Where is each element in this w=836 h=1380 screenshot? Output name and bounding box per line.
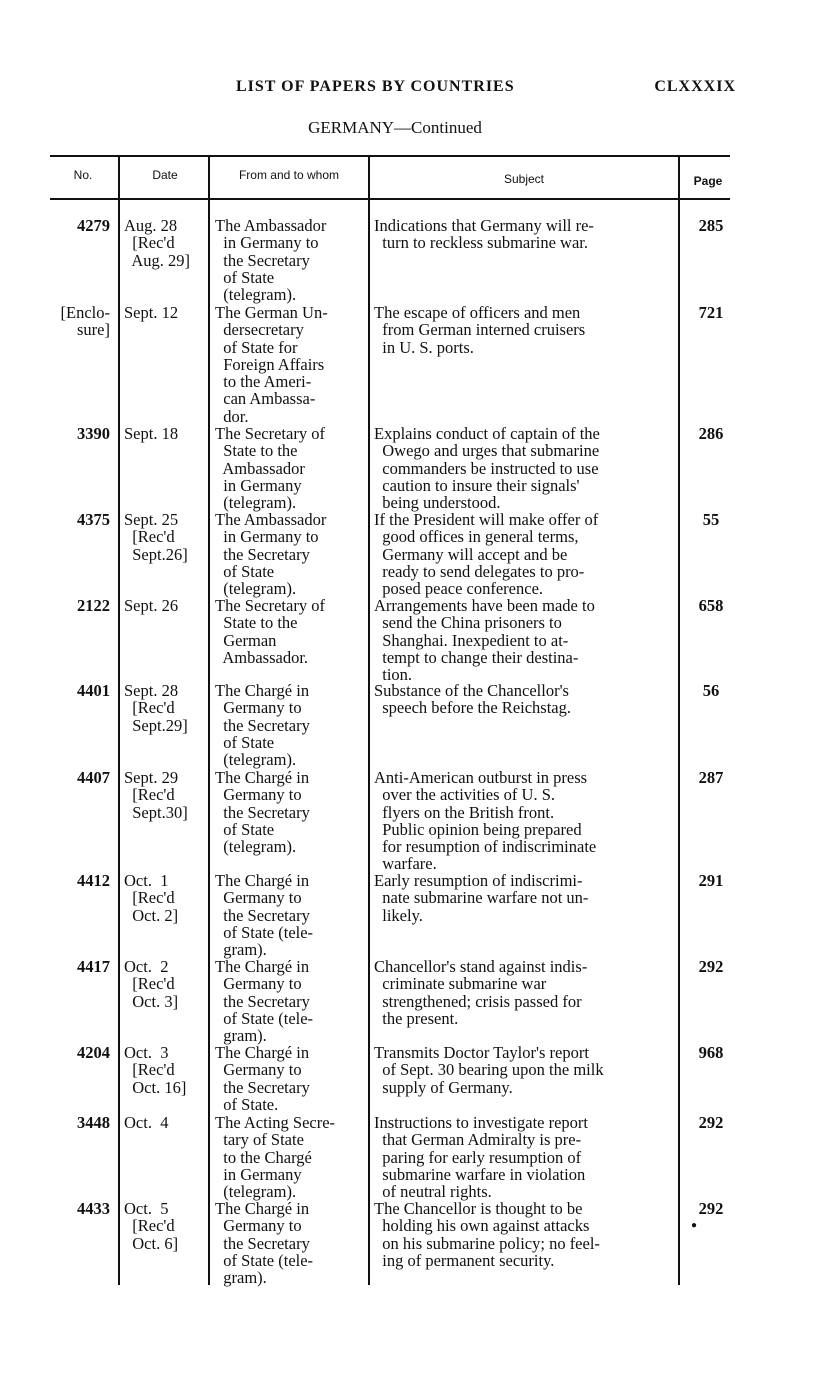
paper-subject: Explains conduct of captain of the Owego and urges that submarine commanders be instructed to use caution to insure their signals' being understood. [374,424,600,513]
paper-page: 55 [702,510,720,529]
paper-number: 4412 [77,871,110,890]
column-divider [678,157,680,1285]
paper-number: 3448 [77,1113,110,1132]
paper-page: 292 [698,1199,724,1218]
paper-from-to: The Chargé in Germany to the Secretary of State (tele- gram). [215,957,314,1046]
paper-date: Sept. 25 [Rec'd Sept.26] [124,510,188,564]
paper-from-to: The Chargé in Germany to the Secretary of State (tele- gram). [215,871,314,960]
paper-date: Aug. 28 [Rec'd Aug. 29] [124,216,190,270]
paper-from-to: The Chargé in Germany to the Secretary of State (telegram). [215,768,310,857]
paper-from-to: The Secretary of State to the German Ambassador. [215,596,325,667]
paper-number: 4279 [77,216,110,235]
paper-number: [Enclo- sure] [60,303,110,340]
paper-subject: The Chancellor is thought to be holding his own against attacks on his submarine policy; no feel- ing of permanent security. [374,1199,600,1270]
paper-page: 292 [698,957,724,976]
paper-number: 3390 [77,424,110,443]
paper-subject: Transmits Doctor Taylor's report of Sept. 30 bearing upon the milk supply of Germany. [374,1043,604,1097]
paper-subject: The escape of officers and men from German interned cruisers in U. S. ports. [374,303,586,357]
country-heading: GERMANY—Continued [308,118,482,137]
column-header-page: Page [693,174,723,188]
paper-from-to: The Acting Secre- tary of State to the Chargé in Germany (telegram). [215,1113,336,1202]
paper-number: 4401 [77,681,110,700]
paper-page: 56 [702,681,720,700]
paper-date: Sept. 28 [Rec'd Sept.29] [124,681,188,735]
paper-from-to: The Ambassador in Germany to the Secretary of State (telegram). [215,510,327,599]
running-title: LIST OF PAPERS BY COUNTRIES [236,78,515,95]
column-header-subject: Subject [503,172,545,186]
paper-page: 968 [698,1043,724,1062]
paper-subject: Indications that Germany will re- turn to reckless submarine war. [374,216,594,253]
paper-subject: Substance of the Chancellor's speech before the Reichstag. [374,681,572,718]
column-divider [208,157,210,1285]
paper-page: 292 [698,1113,724,1132]
paper-subject: Anti-American outburst in press over the activities of U. S. flyers on the British front. Public opinion being prepared for resumption of indiscriminate warfare. [374,768,597,874]
paper-from-to: The German Un- dersecretary of State for Foreign Affairs to the Ameri- can Ambassa- dor. [215,303,328,426]
paper-page: 658 [698,596,724,615]
paper-date: Oct. 2 [Rec'd Oct. 3] [124,957,179,1011]
paper-from-to: The Secretary of State to the Ambassador in Germany (telegram). [215,424,325,513]
column-header-no: No. [73,168,93,182]
paper-number: 4417 [77,957,110,976]
column-header-date: Date [152,168,178,182]
column-divider [368,157,370,1285]
paper-from-to: The Chargé in Germany to the Secretary of State (tele- gram). [215,1199,314,1288]
paper-from-to: The Chargé in Germany to the Secretary of State. [215,1043,310,1114]
paper-date: Oct. 1 [Rec'd Oct. 2] [124,871,179,925]
paper-subject: Arrangements have been made to send the China prisoners to Shanghai. Inexpedient to at- tempt to change their destina- tion. [374,596,595,685]
paper-page: 291 [698,871,724,890]
paper-date: Oct. 4 [124,1113,169,1132]
paper-number: 4375 [77,510,110,529]
table-top-rule [50,155,730,157]
paper-number: 4204 [77,1043,110,1062]
paper-from-to: The Ambassador in Germany to the Secretary of State (telegram). [215,216,327,305]
paper-subject: Early resumption of indiscrimi- nate submarine warfare not un- likely. [374,871,589,925]
bullet-mark: ● [691,1220,698,1231]
paper-date: Sept. 29 [Rec'd Sept.30] [124,768,188,822]
paper-from-to: The Chargé in Germany to the Secretary of State (telegram). [215,681,310,770]
paper-number: 4407 [77,768,110,787]
paper-date: Sept. 26 [124,596,179,615]
column-header-from: From and to whom [238,168,340,182]
paper-subject: If the President will make offer of good offices in general terms, Germany will accept and be ready to send delegates to pro- posed peace conference. [374,510,599,599]
paper-date: Sept. 12 [124,303,179,322]
paper-date: Oct. 5 [Rec'd Oct. 6] [124,1199,179,1253]
paper-subject: Instructions to investigate report that German Admiralty is pre- paring for early resumption of submarine warfare in violation of neutral rights. [374,1113,588,1202]
paper-date: Oct. 3 [Rec'd Oct. 16] [124,1043,187,1097]
page-number: CLXXXIX [654,78,736,95]
paper-subject: Chancellor's stand against indis- criminate submarine war strengthened; crisis passed for the present. [374,957,588,1028]
paper-number: 2122 [77,596,110,615]
paper-page: 721 [698,303,724,322]
paper-page: 285 [698,216,724,235]
paper-page: 287 [698,768,724,787]
column-divider [118,157,120,1285]
paper-page: 286 [698,424,724,443]
header-bottom-rule [50,198,730,200]
paper-number: 4433 [77,1199,110,1218]
paper-date: Sept. 18 [124,424,179,443]
